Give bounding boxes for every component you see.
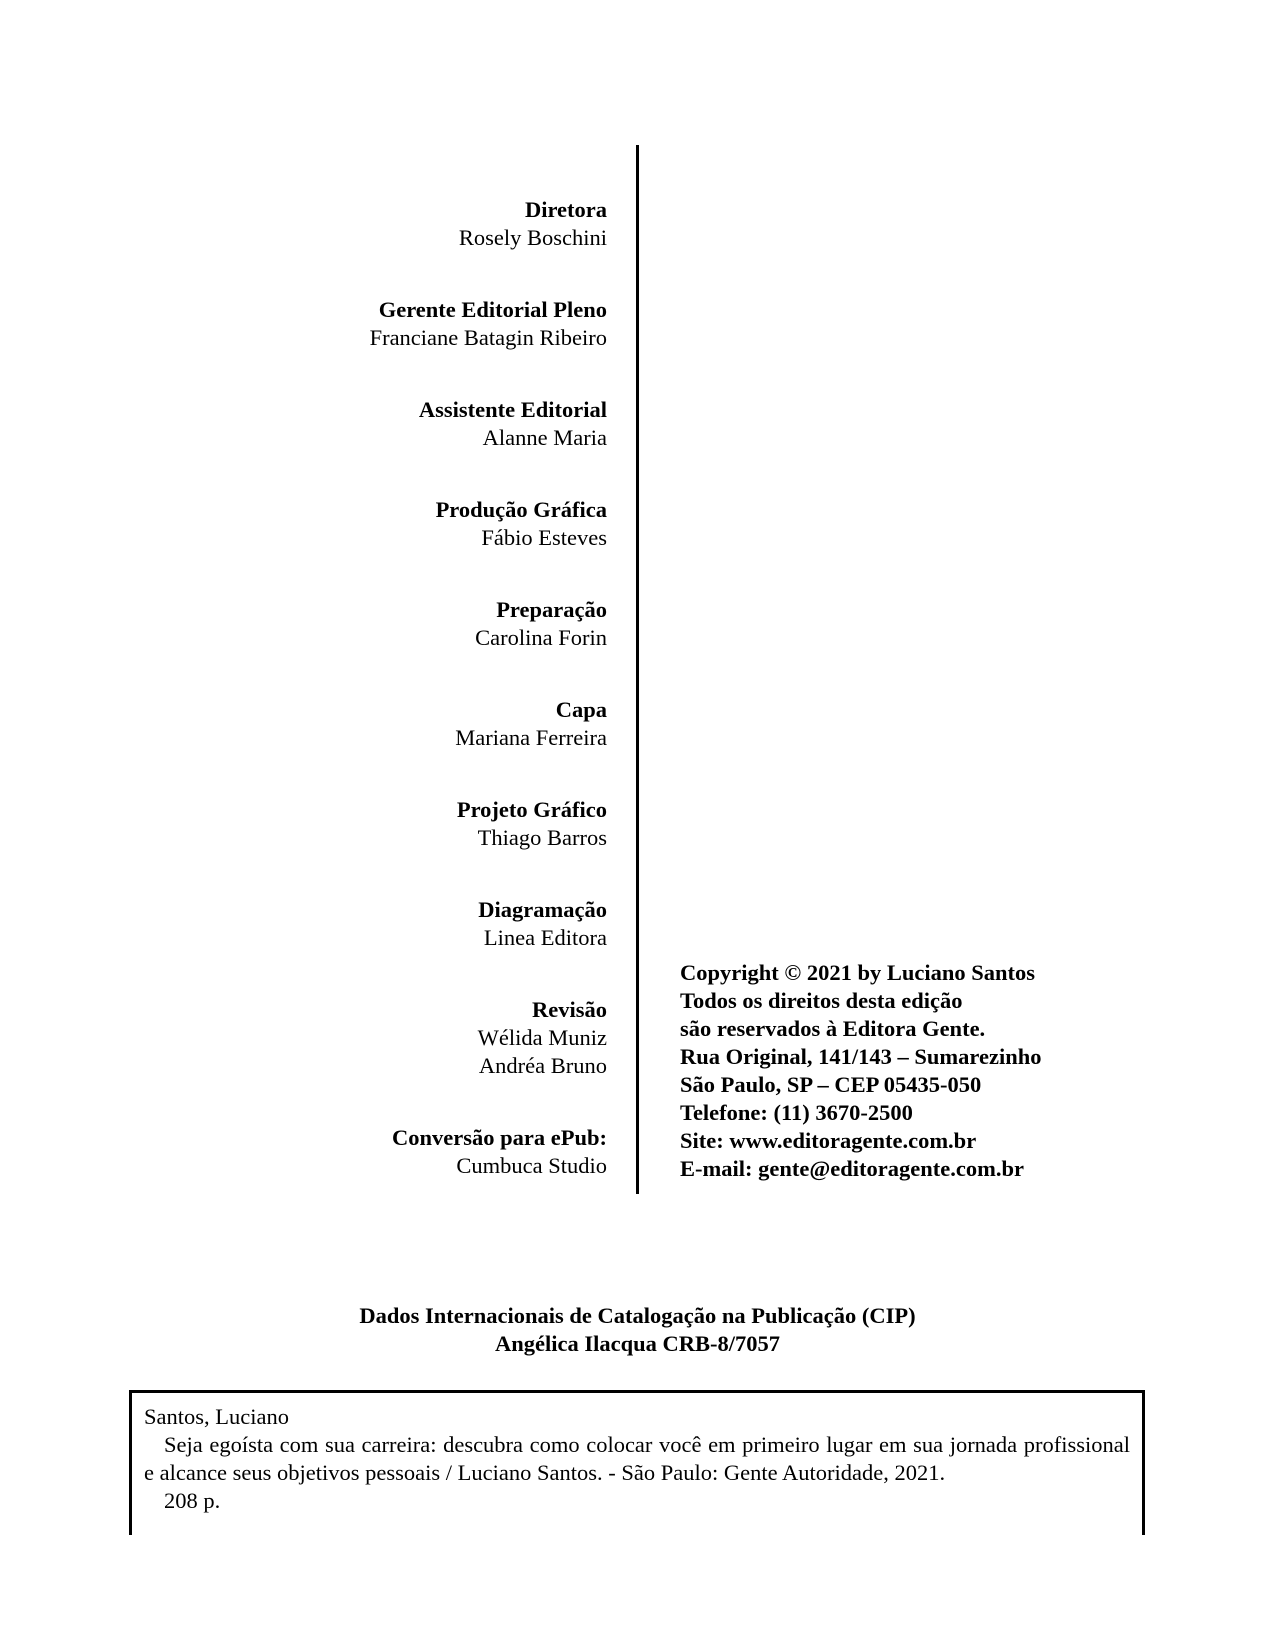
cip-heading [0, 1302, 1275, 1358]
rights-line: são reservados à Editora Gente. [680, 1016, 986, 1041]
phone-line: Telefone: (11) 3670-2500 [680, 1100, 913, 1125]
cip-librarian: Angélica Ilacqua CRB-8/7057 [494, 1331, 780, 1356]
credit-diretora [200, 196, 607, 252]
credit-role: Revisão [532, 997, 607, 1022]
cip-record-box [129, 1390, 1145, 1535]
credit-gerente-editorial [200, 296, 607, 352]
credit-capa [200, 696, 607, 752]
credits-column [200, 196, 607, 1224]
credit-name: Wélida Muniz [477, 1025, 607, 1050]
copyright-line: Copyright © 2021 by Luciano Santos [680, 960, 1036, 985]
credit-role: Capa [555, 697, 607, 722]
vertical-divider [636, 145, 639, 1194]
email-line: E-mail: gente@editoragente.com.br [680, 1156, 1024, 1181]
credit-role: Gerente Editorial Pleno [378, 297, 607, 322]
credit-role: Projeto Gráfico [456, 797, 607, 822]
credit-name: Cumbuca Studio [456, 1153, 607, 1178]
credit-preparacao [200, 596, 607, 652]
rights-line: Todos os direitos desta edição [680, 988, 963, 1013]
credit-name: Carolina Forin [475, 625, 607, 650]
cip-title: Dados Internacionais de Catalogação na Publicação (CIP) [359, 1303, 916, 1328]
copyright-block [680, 959, 1042, 1183]
credit-conversao-epub [200, 1124, 607, 1180]
credit-role: Conversão para ePub: [392, 1125, 607, 1150]
cip-author: Santos, Luciano [144, 1404, 289, 1429]
credit-projeto-grafico [200, 796, 607, 852]
address-line: Rua Original, 141/143 – Sumarezinho [680, 1044, 1042, 1069]
credit-name: Mariana Ferreira [455, 725, 607, 750]
credit-name: Linea Editora [483, 925, 607, 950]
credit-role: Diretora [524, 197, 607, 222]
credit-role: Assistente Editorial [418, 397, 607, 422]
credit-role: Preparação [496, 597, 607, 622]
site-line: Site: www.editoragente.com.br [680, 1128, 977, 1153]
credit-name: Andréa Bruno [478, 1053, 607, 1078]
credit-producao-grafica [200, 496, 607, 552]
credit-name: Franciane Batagin Ribeiro [369, 325, 607, 350]
cip-description: Seja egoísta com sua carreira: descubra como colocar você em primeiro lugar em sua jornada profissional e alcance seus objetivos pessoais / Luciano Santos. - São Paulo: Gente Autoridade, 2021. [144, 1432, 1130, 1485]
credit-assistente-editorial [200, 396, 607, 452]
credit-name: Rosely Boschini [458, 225, 607, 250]
credit-name: Thiago Barros [477, 825, 607, 850]
cip-pages: 208 p. [164, 1488, 221, 1513]
credit-revisao [200, 996, 607, 1080]
credit-name: Alanne Maria [482, 425, 607, 450]
credit-name: Fábio Esteves [481, 525, 607, 550]
credit-role: Produção Gráfica [435, 497, 607, 522]
address-line: São Paulo, SP – CEP 05435-050 [680, 1072, 982, 1097]
credit-diagramacao [200, 896, 607, 952]
credit-role: Diagramação [478, 897, 607, 922]
